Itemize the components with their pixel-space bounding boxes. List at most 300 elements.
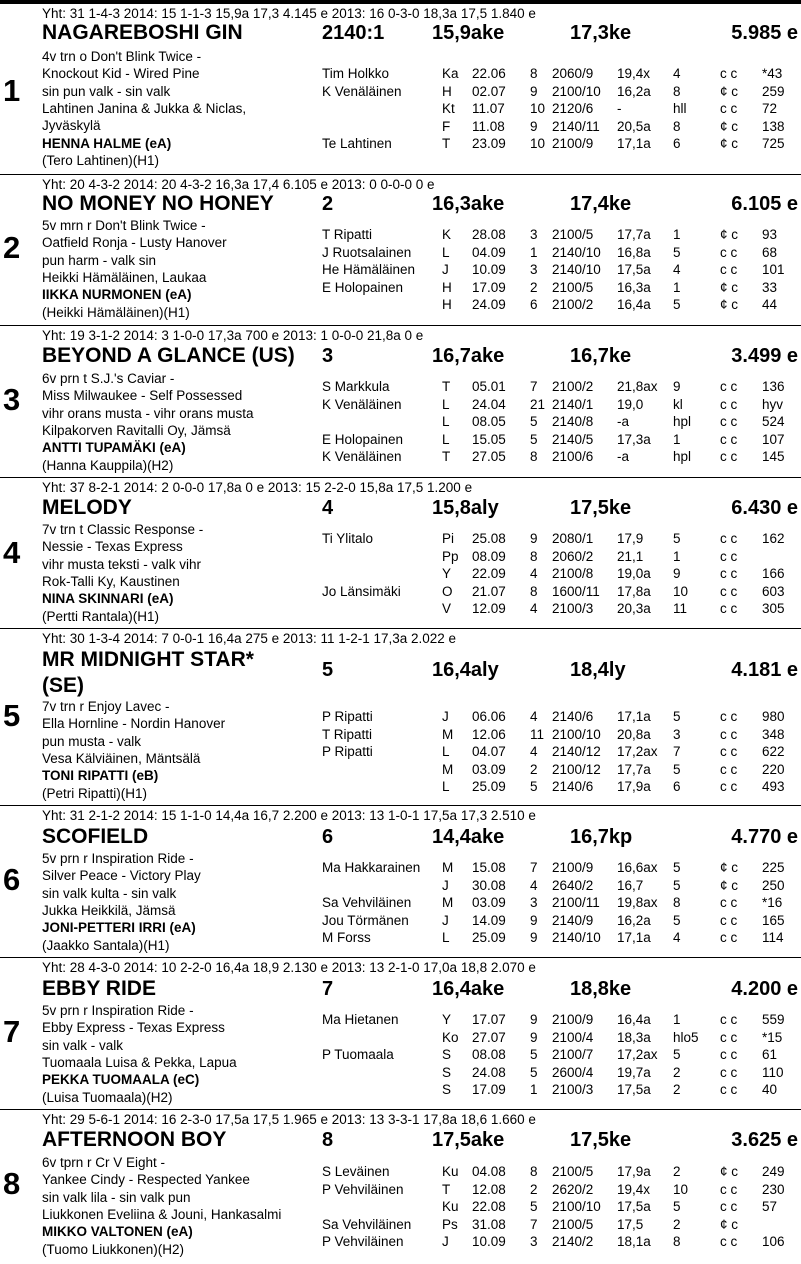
prize-money: 4.770 e bbox=[731, 826, 798, 848]
horse-info-line: Vesa Kälviäinen, Mäntsälä bbox=[42, 750, 201, 766]
start-track: Y bbox=[442, 1012, 452, 1027]
start-date: 10.09 bbox=[472, 262, 506, 278]
horse-info-line: 6v tprn r Cr V Eight - bbox=[42, 1155, 166, 1170]
start-track: L bbox=[442, 414, 450, 430]
horse-name: AFTERNOON BOY bbox=[42, 1128, 227, 1151]
career-stats: Yht: 29 5-6-1 2014: 16 2-3-0 17,5a 17,5 1.965 e 2013: 13 3-3-1 17,8a 18,6 1.660 e bbox=[42, 1112, 536, 1127]
start-place: 4 bbox=[673, 66, 681, 81]
start-track: Ku bbox=[442, 1164, 459, 1179]
horse-info-line: 5v mrn r Don't Blink Twice - bbox=[42, 218, 206, 233]
start-odds: 145 bbox=[762, 449, 785, 465]
start-shoes: c c bbox=[720, 1064, 738, 1080]
start-dist: 2100/10 bbox=[552, 1199, 601, 1215]
record-volt: 17,4ke bbox=[570, 193, 632, 215]
horse-name: NO MONEY NO HONEY bbox=[42, 192, 274, 215]
start-number: 4 bbox=[3, 535, 21, 570]
start-track: J bbox=[442, 262, 449, 278]
start-track: H bbox=[442, 83, 452, 99]
start-dist: 2140/6 bbox=[552, 779, 594, 795]
start-date: 31.08 bbox=[472, 1216, 506, 1232]
start-shoes: c c bbox=[720, 1082, 738, 1098]
start-date: 08.09 bbox=[472, 548, 506, 564]
prize-money: 3.499 e bbox=[731, 345, 798, 367]
horse-info-line: (Petri Ripatti)(H1) bbox=[42, 785, 148, 801]
start-shoes: ¢ c bbox=[720, 136, 739, 152]
horse-info-line: (Tuomo Liukkonen)(H2) bbox=[42, 1241, 185, 1257]
start-shoes: ¢ c bbox=[720, 1216, 739, 1232]
start-race: 5 bbox=[530, 431, 538, 447]
track-odds: 8 bbox=[322, 1129, 334, 1151]
start-odds: 250 bbox=[762, 877, 785, 893]
start-place: kl bbox=[673, 396, 683, 412]
horse-info-line: vihr musta teksti - valk vihr bbox=[42, 556, 202, 572]
start-race: 21 bbox=[530, 396, 546, 412]
start-place: 10 bbox=[673, 1181, 689, 1197]
start-place: 5 bbox=[673, 877, 681, 893]
start-track: Ka bbox=[442, 66, 459, 81]
start-track: L bbox=[442, 431, 450, 447]
start-odds: 33 bbox=[762, 279, 778, 295]
start-track: K bbox=[442, 227, 452, 242]
start-place: 5 bbox=[673, 1199, 681, 1215]
start-date: 06.06 bbox=[472, 709, 506, 724]
driver-name: IIKKA NURMONEN (eA) bbox=[42, 287, 192, 303]
start-race: 9 bbox=[530, 118, 538, 134]
start-shoes: c c bbox=[720, 1199, 738, 1215]
start-shoes: c c bbox=[720, 262, 738, 278]
prize-money: 4.181 e bbox=[731, 659, 798, 681]
start-place: 5 bbox=[673, 860, 681, 875]
start-time: 17,2ax bbox=[617, 1047, 658, 1063]
start-shoes: c c bbox=[720, 761, 738, 777]
start-date: 27.07 bbox=[472, 1029, 506, 1045]
start-place: hpl bbox=[673, 449, 692, 465]
start-shoes: c c bbox=[720, 895, 738, 911]
start-place: 5 bbox=[673, 1047, 681, 1063]
start-track: J bbox=[442, 912, 449, 928]
start-date: 30.08 bbox=[472, 877, 506, 893]
start-track: M bbox=[442, 726, 454, 742]
start-dist: 2140/5 bbox=[552, 431, 594, 447]
start-place: 6 bbox=[673, 779, 681, 795]
start-time: - bbox=[617, 101, 622, 117]
start-shoes: ¢ c bbox=[720, 297, 739, 313]
record-auto: 16,7ake bbox=[432, 345, 505, 367]
start-race: 8 bbox=[530, 1164, 538, 1179]
start-place: 8 bbox=[673, 895, 681, 911]
horse-info-line: (Pertti Rantala)(H1) bbox=[42, 608, 160, 624]
start-race: 11 bbox=[530, 726, 545, 742]
start-time: 17,5 bbox=[617, 1216, 644, 1232]
horse-info-line: sin valk - valk bbox=[42, 1037, 124, 1053]
horse-separator bbox=[0, 477, 801, 478]
start-track: Pp bbox=[442, 548, 459, 564]
start-shoes: c c bbox=[720, 1047, 738, 1063]
horse-separator bbox=[0, 805, 801, 806]
start-time: -a bbox=[617, 414, 630, 430]
start-dist: 2100/12 bbox=[552, 761, 601, 777]
start-odds: 305 bbox=[762, 601, 785, 617]
start-driver: K Venäläinen bbox=[322, 396, 402, 412]
start-shoes: c c bbox=[720, 396, 738, 412]
start-track: Ko bbox=[442, 1029, 459, 1045]
start-track: S bbox=[442, 1064, 452, 1080]
start-time: 17,9 bbox=[617, 531, 644, 546]
start-driver: P Vehviläinen bbox=[322, 1234, 404, 1250]
start-time: 19,7a bbox=[617, 1064, 651, 1080]
start-race: 5 bbox=[530, 1199, 538, 1215]
top-rule bbox=[0, 0, 801, 4]
start-track: Pi bbox=[442, 531, 455, 546]
track-odds: 7 bbox=[322, 978, 334, 1000]
start-odds: 93 bbox=[762, 227, 778, 242]
start-race: 10 bbox=[530, 101, 546, 117]
start-driver: M Forss bbox=[322, 930, 371, 946]
start-odds: 61 bbox=[762, 1047, 778, 1063]
start-track: J bbox=[442, 709, 449, 724]
prize-money: 3.625 e bbox=[731, 1129, 798, 1151]
start-dist: 2100/3 bbox=[552, 601, 594, 617]
start-date: 03.09 bbox=[472, 895, 506, 911]
start-dist: 2100/2 bbox=[552, 379, 594, 394]
career-stats: Yht: 31 1-4-3 2014: 15 1-1-3 15,9a 17,3 4.145 e 2013: 16 0-3-0 18,3a 17,5 1.840 e bbox=[42, 6, 536, 21]
start-dist: 2100/5 bbox=[552, 279, 594, 295]
start-race: 4 bbox=[530, 709, 538, 724]
start-race: 4 bbox=[530, 601, 538, 617]
start-date: 25.09 bbox=[472, 930, 506, 946]
start-odds: 110 bbox=[762, 1064, 784, 1080]
start-number: 7 bbox=[3, 1014, 21, 1049]
horse-info-line: Nessie - Texas Express bbox=[42, 539, 183, 555]
start-place: hlo5 bbox=[673, 1029, 699, 1045]
start-race: 9 bbox=[530, 912, 538, 928]
horse-info-line: (Heikki Hämäläinen)(H1) bbox=[42, 304, 190, 320]
start-place: 9 bbox=[673, 566, 681, 582]
horse-info-line: Oatfield Ronja - Lusty Hanover bbox=[42, 235, 227, 251]
start-time: 17,8a bbox=[617, 583, 651, 599]
start-race: 9 bbox=[530, 531, 538, 546]
start-shoes: c c bbox=[720, 548, 738, 564]
start-dist: 2060/9 bbox=[552, 66, 594, 81]
start-date: 11.07 bbox=[472, 101, 505, 117]
start-race: 2 bbox=[530, 761, 538, 777]
track-odds: 6 bbox=[322, 826, 334, 848]
start-place: 3 bbox=[673, 726, 681, 742]
start-race: 5 bbox=[530, 1047, 538, 1063]
start-place: 1 bbox=[673, 279, 681, 295]
start-place: hll bbox=[673, 101, 687, 117]
start-date: 08.05 bbox=[472, 414, 506, 430]
start-driver: S Leväinen bbox=[322, 1164, 390, 1179]
start-dist: 2140/11 bbox=[552, 118, 600, 134]
start-race: 3 bbox=[530, 895, 538, 911]
start-time: 18,3a bbox=[617, 1029, 651, 1045]
start-race: 8 bbox=[530, 66, 538, 81]
start-odds: *16 bbox=[762, 895, 783, 911]
start-time: 19,0a bbox=[617, 566, 651, 582]
start-shoes: ¢ c bbox=[720, 83, 739, 99]
start-time: 17,2ax bbox=[617, 744, 658, 760]
start-track: M bbox=[442, 860, 454, 875]
start-time: 16,7 bbox=[617, 877, 644, 893]
start-odds: 225 bbox=[762, 860, 785, 875]
start-date: 24.08 bbox=[472, 1064, 506, 1080]
start-dist: 2080/1 bbox=[552, 531, 594, 546]
start-dist: 2140/9 bbox=[552, 912, 594, 928]
start-dist: 2140/8 bbox=[552, 414, 594, 430]
record-volt: 17,5ke bbox=[570, 497, 632, 519]
start-race: 9 bbox=[530, 930, 538, 946]
start-dist: 2140/10 bbox=[552, 930, 601, 946]
start-place: 8 bbox=[673, 118, 681, 134]
start-dist: 2100/10 bbox=[552, 726, 601, 742]
start-date: 02.07 bbox=[472, 83, 506, 99]
start-number: 5 bbox=[3, 698, 21, 733]
record-auto: 17,5ake bbox=[432, 1129, 505, 1151]
start-place: 1 bbox=[673, 227, 681, 242]
start-race: 4 bbox=[530, 566, 538, 582]
start-driver: J Ruotsalainen bbox=[322, 244, 412, 260]
start-date: 17.09 bbox=[472, 1082, 506, 1098]
record-volt: 17,5ke bbox=[570, 1129, 632, 1151]
track-odds: 3 bbox=[322, 345, 334, 367]
start-date: 17.09 bbox=[472, 279, 506, 295]
start-odds: 348 bbox=[762, 726, 785, 742]
start-time: 17,1a bbox=[617, 136, 651, 152]
start-track: V bbox=[442, 601, 452, 617]
start-race: 3 bbox=[530, 1234, 538, 1250]
record-volt: 18,4ly bbox=[570, 659, 626, 681]
start-shoes: ¢ c bbox=[720, 877, 739, 893]
horse-info-line: pun harm - valk sin bbox=[42, 252, 157, 268]
start-dist: 2640/2 bbox=[552, 877, 594, 893]
horse-info-line: 5v prn r Inspiration Ride - bbox=[42, 1003, 194, 1018]
start-odds: 114 bbox=[762, 930, 784, 946]
horse-name: EBBY RIDE bbox=[42, 977, 156, 1000]
start-place: 2 bbox=[673, 1064, 681, 1080]
start-place: 5 bbox=[673, 761, 681, 777]
start-race: 8 bbox=[530, 449, 538, 465]
start-dist: 2100/9 bbox=[552, 1012, 594, 1027]
driver-name: NINA SKINNARI (eA) bbox=[42, 591, 174, 607]
start-date: 27.05 bbox=[472, 449, 506, 465]
record-volt: 16,7ke bbox=[570, 345, 632, 367]
start-track: Y bbox=[442, 566, 452, 582]
start-odds: 68 bbox=[762, 244, 778, 260]
start-race: 9 bbox=[530, 1012, 538, 1027]
start-date: 15.08 bbox=[472, 860, 506, 875]
start-dist: 2140/1 bbox=[552, 396, 594, 412]
start-odds: *15 bbox=[762, 1029, 783, 1045]
horse-separator bbox=[0, 628, 801, 629]
start-shoes: c c bbox=[720, 1181, 738, 1197]
start-time: 17,5a bbox=[617, 1082, 651, 1098]
start-time: 18,1a bbox=[617, 1234, 651, 1250]
start-place: 4 bbox=[673, 262, 681, 278]
start-time: 17,5a bbox=[617, 262, 651, 278]
start-track: T bbox=[442, 379, 451, 394]
start-driver: P Tuomaala bbox=[322, 1047, 394, 1063]
start-driver: P Ripatti bbox=[322, 744, 373, 760]
career-stats: Yht: 37 8-2-1 2014: 2 0-0-0 17,8a 0 e 2013: 15 2-2-0 15,8a 17,5 1.200 e bbox=[42, 480, 473, 495]
start-odds: 524 bbox=[762, 414, 785, 430]
start-race: 8 bbox=[530, 548, 538, 564]
start-race: 7 bbox=[530, 1216, 538, 1232]
driver-name: ANTTI TUPAMÄKI (eA) bbox=[42, 440, 186, 456]
start-driver: Te Lahtinen bbox=[322, 136, 392, 152]
start-dist: 2100/7 bbox=[552, 1047, 594, 1063]
driver-name: PEKKA TUOMAALA (eC) bbox=[42, 1072, 200, 1088]
start-shoes: c c bbox=[720, 566, 738, 582]
start-place: 5 bbox=[673, 297, 681, 313]
horse-info-line: Jukka Heikkilä, Jämsä bbox=[42, 902, 176, 918]
start-odds: 72 bbox=[762, 101, 778, 117]
horse-name: BEYOND A GLANCE (US) bbox=[42, 344, 295, 367]
start-place: 1 bbox=[673, 548, 681, 564]
start-odds: 725 bbox=[762, 136, 785, 152]
start-dist: 2100/4 bbox=[552, 1029, 594, 1045]
start-shoes: c c bbox=[720, 601, 738, 617]
start-race: 2 bbox=[530, 279, 538, 295]
start-place: 1 bbox=[673, 431, 681, 447]
start-odds: 980 bbox=[762, 709, 785, 724]
start-shoes: c c bbox=[720, 379, 738, 394]
horse-info-line: Heikki Hämäläinen, Laukaa bbox=[42, 269, 207, 285]
start-driver: E Holopainen bbox=[322, 279, 404, 295]
track-odds: 5 bbox=[322, 659, 334, 681]
start-date: 15.05 bbox=[472, 431, 506, 447]
start-dist: 2060/2 bbox=[552, 548, 594, 564]
start-date: 10.09 bbox=[472, 1234, 506, 1250]
start-date: 25.08 bbox=[472, 531, 506, 546]
start-shoes: c c bbox=[720, 449, 738, 465]
start-dist: 2100/6 bbox=[552, 449, 594, 465]
start-odds: 106 bbox=[762, 1234, 785, 1250]
start-time: 16,3a bbox=[617, 279, 651, 295]
start-shoes: c c bbox=[720, 1234, 738, 1250]
start-dist: 2100/11 bbox=[552, 895, 600, 911]
start-race: 4 bbox=[530, 877, 538, 893]
start-shoes: c c bbox=[720, 1029, 738, 1045]
start-time: 16,8a bbox=[617, 244, 651, 260]
start-track: S bbox=[442, 1082, 452, 1098]
start-race: 6 bbox=[530, 297, 538, 313]
start-time: -a bbox=[617, 449, 630, 465]
start-odds: *43 bbox=[762, 66, 783, 81]
start-dist: 2100/3 bbox=[552, 1082, 594, 1098]
start-dist: 2100/10 bbox=[552, 83, 601, 99]
start-race: 3 bbox=[530, 227, 538, 242]
career-stats: Yht: 31 2-1-2 2014: 15 1-1-0 14,4a 16,7 2.200 e 2013: 13 1-0-1 17,5a 17,3 2.510 e bbox=[42, 808, 536, 823]
start-time: 17,1a bbox=[617, 930, 651, 946]
start-driver: T Ripatti bbox=[322, 227, 373, 242]
start-time: 21,8ax bbox=[617, 379, 658, 394]
start-shoes: c c bbox=[720, 779, 738, 795]
prize-money: 6.430 e bbox=[731, 497, 798, 519]
start-driver: Ma Hietanen bbox=[322, 1012, 399, 1027]
horse-info-line: Kilpakorven Ravitalli Oy, Jämsä bbox=[42, 422, 231, 438]
start-shoes: ¢ c bbox=[720, 1164, 739, 1179]
start-odds: 622 bbox=[762, 744, 785, 760]
start-track: H bbox=[442, 297, 452, 313]
career-stats: Yht: 19 3-1-2 2014: 3 1-0-0 17,3a 700 e 2013: 1 0-0-0 21,8a 0 e bbox=[42, 328, 424, 343]
start-shoes: c c bbox=[720, 930, 738, 946]
start-shoes: c c bbox=[720, 431, 738, 447]
start-place: 4 bbox=[673, 930, 681, 946]
start-odds: 57 bbox=[762, 1199, 778, 1215]
start-driver: Ma Hakkarainen bbox=[322, 860, 421, 875]
start-time: 17,1a bbox=[617, 709, 651, 724]
start-odds: 559 bbox=[762, 1012, 785, 1027]
horse-info-line: (Tero Lahtinen)(H1) bbox=[42, 152, 160, 168]
record-auto: 15,8aly bbox=[432, 497, 499, 519]
start-track: L bbox=[442, 930, 450, 946]
driver-name: TONI RIPATTI (eB) bbox=[42, 768, 159, 784]
start-race: 7 bbox=[530, 860, 538, 875]
track-odds: 2140:1 bbox=[322, 22, 385, 44]
horse-info-line: vihr orans musta - vihr orans musta bbox=[42, 405, 254, 421]
start-time: 17,9a bbox=[617, 779, 651, 795]
record-auto: 15,9ake bbox=[432, 22, 505, 44]
start-race: 9 bbox=[530, 1029, 538, 1045]
start-date: 17.07 bbox=[472, 1012, 506, 1027]
start-date: 14.09 bbox=[472, 912, 506, 928]
horse-info-line: Ebby Express - Texas Express bbox=[42, 1020, 225, 1036]
start-shoes: c c bbox=[720, 531, 738, 546]
record-volt: 16,7kp bbox=[570, 826, 633, 848]
start-odds: 230 bbox=[762, 1181, 785, 1197]
start-place: hpl bbox=[673, 414, 692, 430]
start-place: 2 bbox=[673, 1082, 681, 1098]
start-driver: Tim Holkko bbox=[322, 66, 390, 81]
start-odds: 493 bbox=[762, 779, 785, 795]
start-time: 16,2a bbox=[617, 912, 651, 928]
horse-info-line: (Hanna Kauppila)(H2) bbox=[42, 457, 174, 473]
horse-info-line: 7v trn t Classic Response - bbox=[42, 522, 204, 537]
horse-info-line: pun musta - valk bbox=[42, 733, 142, 749]
start-odds: 107 bbox=[762, 431, 785, 447]
start-dist: 2100/8 bbox=[552, 566, 594, 582]
start-track: L bbox=[442, 244, 450, 260]
start-date: 12.06 bbox=[472, 726, 506, 742]
start-track: M bbox=[442, 895, 454, 911]
start-track: T bbox=[442, 136, 451, 152]
prize-money: 6.105 e bbox=[731, 193, 798, 215]
start-odds: 162 bbox=[762, 531, 785, 546]
start-odds: 165 bbox=[762, 912, 785, 928]
horse-info-line: Tuomaala Luisa & Pekka, Lapua bbox=[42, 1054, 237, 1070]
horse-name: MELODY bbox=[42, 496, 132, 519]
driver-name: JONI-PETTERI IRRI (eA) bbox=[42, 920, 196, 936]
start-dist: 2140/6 bbox=[552, 709, 594, 724]
start-date: 04.09 bbox=[472, 244, 506, 260]
start-dist: 2100/9 bbox=[552, 860, 594, 875]
start-track: L bbox=[442, 744, 450, 760]
start-dist: 2620/2 bbox=[552, 1181, 594, 1197]
start-time: 19,0 bbox=[617, 396, 644, 412]
start-shoes: ¢ c bbox=[720, 279, 739, 295]
start-race: 4 bbox=[530, 744, 538, 760]
start-driver: T Ripatti bbox=[322, 726, 373, 742]
start-date: 23.09 bbox=[472, 136, 506, 152]
start-race: 10 bbox=[530, 136, 546, 152]
start-date: 22.09 bbox=[472, 566, 506, 582]
record-volt: 17,3ke bbox=[570, 22, 632, 44]
start-time: 20,5a bbox=[617, 118, 651, 134]
record-auto: 14,4ake bbox=[432, 826, 505, 848]
start-dist: 2100/5 bbox=[552, 227, 594, 242]
horse-info-line: Knockout Kid - Wired Pine bbox=[42, 66, 200, 82]
